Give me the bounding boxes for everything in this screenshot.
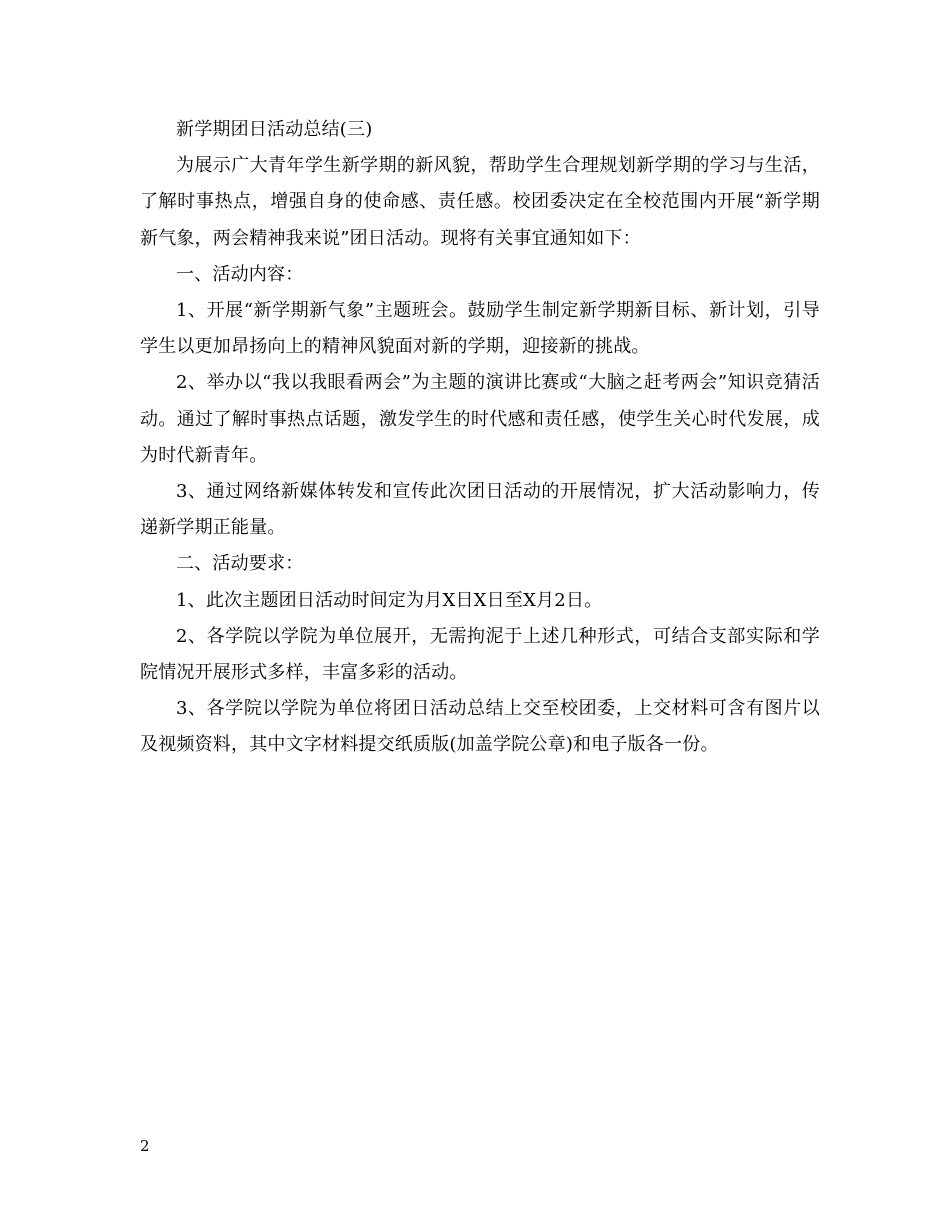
section-heading-activity-requirements: 二、活动要求： [176,553,304,575]
section-heading-activity-content: 一、活动内容： [176,263,304,285]
document-body [140,112,820,764]
content-item-2: 2、举办以“我以我眼看两会”为主题的演讲比赛或“大脑之赶考两会”知识竞猜活动。通过了解时事热点话题，激发学生的时代感和责任感，使学生关心时代发展，成为时代新青年。 [140,372,820,466]
intro-paragraph: 为展示广大青年学生新学期的新风貌，帮助学生合理规划新学期的学习与生活，了解时事热点，增强自身的使命感、责任感。校团委决定在全校范围内开展“新学期新气象，两会精神我来说”团日活动。现将有关事宜通知如下： [140,155,820,249]
requirement-item-1: 1、此次主题团日活动时间定为月X日X日至X月2日。 [176,589,603,611]
content-item-3: 3、通过网络新媒体转发和宣传此次团日活动的开展情况，扩大活动影响力，传递新学期正能量。 [140,481,820,539]
requirement-item-2: 2、各学院以学院为单位展开，无需拘泥于上述几种形式，可结合支部实际和学院情况开展形式多样，丰富多彩的活动。 [140,625,820,684]
document-title: 新学期团日活动总结(三) [176,119,373,140]
page-number: 2 [140,1137,150,1155]
content-item-1: 1、开展“新学期新气象”主题班会。鼓励学生制定新学期新目标、新计划，引导学生以更加昂扬向上的精神风貌面对新的学期，迎接新的挑战。 [140,300,820,358]
requirement-item-3: 3、各学院以学院为单位将团日活动总结上交至校团委，上交材料可含有图片以及视频资料，其中文字材料提交纸质版(加盖学院公章)和电子版各一份。 [140,698,820,756]
